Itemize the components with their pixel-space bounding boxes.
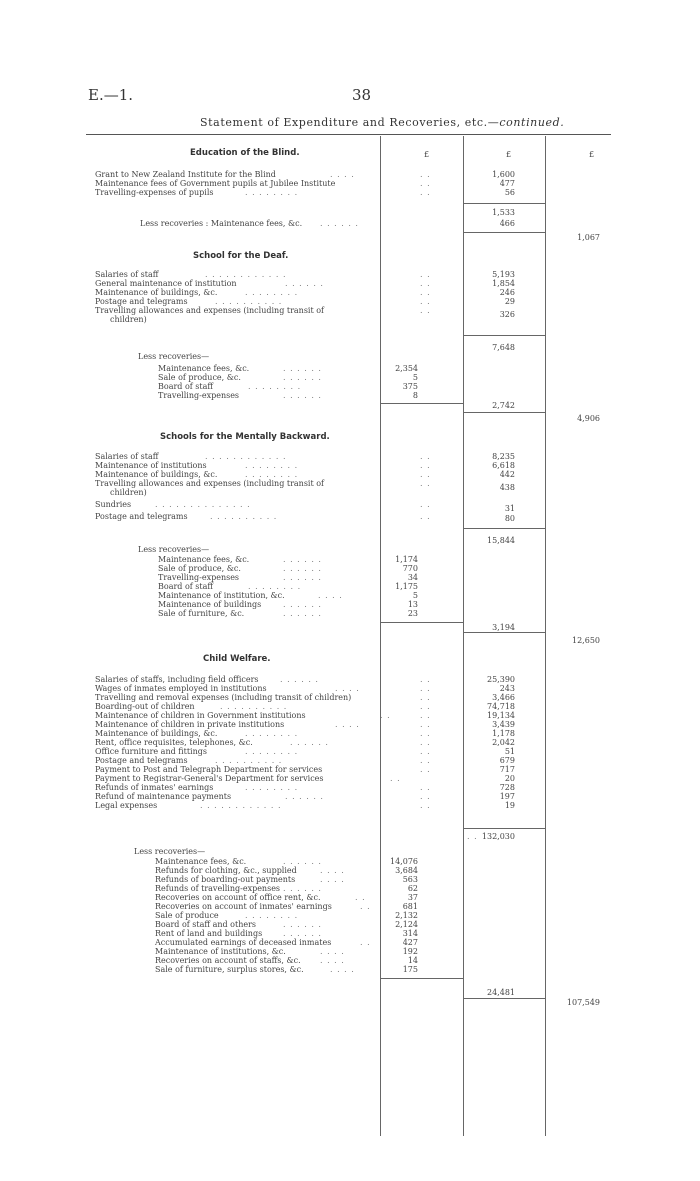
amount-cell: 6,618 — [492, 461, 515, 470]
row-label: Recoveries on account of staffs, &c. — [155, 956, 301, 965]
leader-dots: . . . . . . — [283, 929, 322, 938]
leader-dots: . . . . . . . . — [245, 470, 299, 479]
amount-cell: 326 — [499, 310, 515, 319]
recovery-amount-cell: 13 — [407, 600, 418, 609]
recoveries-total-cell: 3,194 — [492, 623, 515, 632]
leader-dots: . . — [420, 792, 431, 801]
row-label: Maintenance of buildings, &c. — [95, 729, 218, 738]
recovery-amount-cell: 1,175 — [395, 582, 418, 591]
amount-cell: 3,466 — [492, 693, 515, 702]
row-label: Postage and telegrams — [95, 756, 188, 765]
section-title-deaf: School for the Deaf. — [193, 251, 289, 261]
recoveries-total-cell: 24,481 — [487, 988, 515, 997]
row-label: Maintenance of institution, &c. — [158, 591, 285, 600]
subtotal-rule — [463, 528, 545, 529]
row-label: Maintenance fees of Government pupils at Jubilee Institute — [95, 179, 336, 188]
leader-dots: . . . . . . — [283, 600, 322, 609]
leader-dots: . . — [420, 279, 431, 288]
recovery-amount-cell: 175 — [402, 965, 418, 974]
amount-cell: 29 — [504, 297, 515, 306]
row-label: Refunds of boarding-out payments — [155, 875, 296, 884]
leader-dots: . . . . — [320, 956, 345, 965]
row-label: Refund of maintenance payments — [95, 792, 232, 801]
recovery-amount-cell: 23 — [407, 609, 418, 618]
document-code: E.—1. — [88, 86, 134, 104]
pound-sign-col1: £ — [424, 150, 430, 159]
leader-dots: . . . . . . . . . . . . — [200, 801, 282, 810]
leader-dots: . . — [420, 188, 431, 197]
row-label: Payment to Registrar-General's Department for services — [95, 774, 324, 783]
section-title-blind: Education of the Blind. — [190, 148, 300, 158]
recovery-amount-cell: 5 — [412, 373, 418, 382]
less-recoveries-heading — [134, 847, 205, 856]
leader-dots: . . — [420, 270, 431, 279]
recovery-amount-cell: 192 — [402, 947, 418, 956]
row-label: Board of staff — [158, 582, 214, 591]
leader-dots: . . . . . . — [283, 857, 322, 866]
amount-cell: 717 — [499, 765, 515, 774]
leader-dots: . . — [355, 893, 366, 902]
row-label: Payment to Post and Telegraph Department for services — [95, 765, 323, 774]
row-label: Refunds of inmates' earnings — [95, 783, 214, 792]
recovery-amount-cell: 3,684 — [395, 866, 418, 875]
leader-dots: . . — [420, 693, 431, 702]
net-total-cell: 4,906 — [577, 414, 600, 423]
section-rule — [463, 232, 545, 233]
leader-dots: . . — [360, 938, 371, 947]
leader-dots: . . . . . . . . — [245, 461, 299, 470]
leader-dots: . . — [420, 288, 431, 297]
leader-dots: . . — [467, 832, 478, 841]
row-label: children) — [110, 315, 147, 324]
leader-dots: . . . . . . . . — [245, 288, 299, 297]
row-label: Board of staff — [158, 382, 214, 391]
leader-dots: . . — [420, 783, 431, 792]
leader-dots: . . . . — [335, 684, 360, 693]
row-label: Boarding-out of children — [95, 702, 195, 711]
subtotal-rule — [463, 335, 545, 336]
leader-dots: . . — [420, 711, 431, 720]
recovery-amount-cell: 8 — [412, 391, 418, 400]
row-label: Accumulated earnings of deceased inmates — [155, 938, 332, 947]
leader-dots: . . . . — [320, 875, 345, 884]
leader-dots: . . . . — [320, 947, 345, 956]
row-label: Less recoveries— — [138, 352, 210, 361]
leader-dots: . . — [420, 479, 431, 488]
title-main: Statement of Expenditure and Recoveries, etc.— — [200, 116, 500, 129]
recovery-amount-cell: 770 — [402, 564, 418, 573]
leader-dots: . . . . . . . . — [245, 911, 299, 920]
leader-dots: . . . . . . — [283, 555, 322, 564]
subtotal-rule — [463, 203, 545, 204]
leader-dots: . . — [420, 297, 431, 306]
leader-dots: . . . . . . . . — [245, 188, 299, 197]
subtotal-cell: 7,648 — [492, 343, 515, 352]
amount-cell: 728 — [499, 783, 515, 792]
leader-dots: . . — [380, 711, 391, 720]
row-label: Sale of produce, &c. — [158, 564, 241, 573]
pound-sign-col3: £ — [589, 150, 595, 159]
leader-dots: . . . . . . — [283, 884, 322, 893]
column-divider-1 — [380, 136, 381, 1136]
leader-dots: . . . . . . . . . . . . — [205, 452, 287, 461]
row-label: Recoveries on account of inmates' earnings — [155, 902, 332, 911]
leader-dots: . . — [420, 170, 431, 179]
leader-dots: . . . . . . — [283, 373, 322, 382]
recovery-amount-cell: 37 — [407, 893, 418, 902]
leader-dots: . . . . — [335, 720, 360, 729]
amount-cell: 477 — [499, 179, 515, 188]
amount-cell: 1,178 — [492, 729, 515, 738]
recovery-amount-cell: 2,124 — [395, 920, 418, 929]
leader-dots: . . — [360, 902, 371, 911]
row-label: Travelling allowances and expenses (including transit of — [95, 479, 325, 488]
row-label: Maintenance of buildings — [158, 600, 262, 609]
leader-dots: . . . . . . — [283, 920, 322, 929]
amount-cell: 5,193 — [492, 270, 515, 279]
row-label: Sale of produce — [155, 911, 219, 920]
leader-dots: . . . . . . — [283, 564, 322, 573]
row-label: Grant to New Zealand Institute for the Blind — [95, 170, 276, 179]
row-label: Salaries of staff — [95, 452, 159, 461]
leader-dots: . . — [420, 720, 431, 729]
less-recoveries-heading — [138, 545, 209, 554]
row-label: Recoveries on account of office rent, &c. — [155, 893, 321, 902]
amount-cell: 74,718 — [487, 702, 515, 711]
recoveries-rule — [380, 978, 463, 979]
leader-dots: . . . . . . — [320, 219, 359, 228]
leader-dots: . . — [420, 765, 431, 774]
leader-dots: . . . . . . . . — [245, 729, 299, 738]
leader-dots: . . — [420, 801, 431, 810]
subtotal-rule — [463, 828, 545, 829]
row-label: Travelling allowances and expenses (including transit of — [95, 306, 325, 315]
page-title — [200, 116, 564, 129]
row-label: Maintenance of buildings, &c. — [95, 470, 218, 479]
recovery-amount-cell: 314 — [402, 929, 418, 938]
row-label: Maintenance of children in Government institutions — [95, 711, 306, 720]
leader-dots: . . . . — [330, 965, 355, 974]
leader-dots: . . . . . . — [285, 279, 324, 288]
recovery-amount-cell: 2,354 — [395, 364, 418, 373]
row-label: Sale of furniture, &c. — [158, 609, 245, 618]
leader-dots: . . . . . . . . — [248, 582, 302, 591]
leader-dots: . . . . — [318, 591, 343, 600]
net-total-cell: 1,067 — [577, 233, 600, 242]
amount-cell: 20 — [504, 774, 515, 783]
amount-cell: 243 — [499, 684, 515, 693]
row-label: General maintenance of institution — [95, 279, 237, 288]
leader-dots: . . — [420, 461, 431, 470]
amount-cell: 438 — [499, 483, 515, 492]
amount-cell: 197 — [499, 792, 515, 801]
row-label: Maintenance of children in private institutions — [95, 720, 285, 729]
subtotal-cell: 132,030 — [481, 832, 515, 841]
amount-cell: 80 — [504, 514, 515, 523]
row-label: Travelling-expenses — [158, 573, 240, 582]
leader-dots: . . . . . . . . . . . . — [205, 270, 287, 279]
amount-cell: 8,235 — [492, 452, 515, 461]
row-label: Sale of produce, &c. — [158, 373, 241, 382]
leader-dots: . . — [420, 306, 431, 315]
amount-cell: 56 — [504, 188, 515, 197]
amount-cell: 19 — [504, 801, 515, 810]
row-label: Wages of inmates employed in institutions — [95, 684, 267, 693]
recovery-amount-cell: 34 — [407, 573, 418, 582]
leader-dots: . . . . . . . . — [245, 747, 299, 756]
row-label: Less recoveries— — [138, 545, 210, 554]
leader-dots: . . . . . . . . . . — [215, 297, 283, 306]
row-label: Maintenance of institutions, &c. — [155, 947, 286, 956]
leader-dots: . . . . . . . . . . — [210, 512, 278, 521]
row-label: Refunds of travelling-expenses — [155, 884, 281, 893]
less-recoveries-heading — [138, 352, 209, 361]
leader-dots: . . — [420, 452, 431, 461]
leader-dots: . . . . . . — [290, 738, 329, 747]
leader-dots: . . . . — [330, 170, 355, 179]
leader-dots: . . — [420, 500, 431, 509]
recovery-amount-cell: 14 — [407, 956, 418, 965]
recovery-amount-cell: 681 — [402, 902, 418, 911]
row-label: Legal expenses — [95, 801, 158, 810]
amount-cell: 1,854 — [492, 279, 515, 288]
leader-dots: . . — [420, 729, 431, 738]
leader-dots: . . . . . . — [280, 675, 319, 684]
section-title-child-welfare: Child Welfare. — [203, 654, 271, 664]
recovery-amount-cell: 563 — [402, 875, 418, 884]
recovery-amount-cell: 427 — [402, 938, 418, 947]
net-total-cell: 12,650 — [572, 636, 600, 645]
amount-cell: 679 — [499, 756, 515, 765]
amount-cell: 51 — [504, 747, 515, 756]
leader-dots: . . — [420, 747, 431, 756]
row-label: Sale of furniture, surplus stores, &c. — [155, 965, 304, 974]
subtotal-cell: 15,844 — [487, 536, 515, 545]
row-label: Maintenance fees, &c. — [158, 364, 250, 373]
amount-cell: 246 — [499, 288, 515, 297]
amount-cell: 19,134 — [487, 711, 515, 720]
recoveries-total-cell: 2,742 — [492, 401, 515, 410]
section-rule — [463, 998, 545, 999]
amount-cell: 25,390 — [487, 675, 515, 684]
row-label: Travelling and removal expenses (including transit of children) — [95, 693, 352, 702]
leader-dots: . . — [420, 756, 431, 765]
row-label: Less recoveries : Maintenance fees, &c. — [140, 219, 303, 228]
amount-cell: 1,600 — [492, 170, 515, 179]
recovery-amount-cell: 1,174 — [395, 555, 418, 564]
leader-dots: . . — [420, 738, 431, 747]
top-rule — [86, 134, 611, 135]
row-label: Board of staff and others — [155, 920, 257, 929]
recovery-amount-cell: 2,132 — [395, 911, 418, 920]
leader-dots: . . — [420, 470, 431, 479]
leader-dots: . . . . . . — [283, 364, 322, 373]
recovery-amount-cell: 62 — [407, 884, 418, 893]
leader-dots: . . . . . . . . . . — [220, 702, 288, 711]
pound-sign-col2: £ — [506, 150, 512, 159]
leader-dots: . . — [420, 512, 431, 521]
leader-dots: . . . . . . — [283, 391, 322, 400]
row-label: Sundries — [95, 500, 132, 509]
row-label: Maintenance of institutions — [95, 461, 207, 470]
row-label: Refunds for clothing, &c., supplied — [155, 866, 297, 875]
amount-cell: 31 — [504, 504, 515, 513]
section-rule — [463, 412, 545, 413]
row-label: Maintenance of buildings, &c. — [95, 288, 218, 297]
leader-dots: . . . . . . — [283, 573, 322, 582]
amount-cell: 466 — [499, 219, 515, 228]
leader-dots: . . — [420, 702, 431, 711]
row-label: children) — [110, 488, 147, 497]
leader-dots: . . . . . . . . — [245, 783, 299, 792]
recovery-amount-cell: 375 — [402, 382, 418, 391]
recovery-amount-cell: 5 — [412, 591, 418, 600]
leader-dots: . . . . . . . . . . — [215, 756, 283, 765]
leader-dots: . . . . . . . . — [248, 382, 302, 391]
leader-dots: . . . . — [320, 866, 345, 875]
row-label: Less recoveries— — [134, 847, 206, 856]
row-label: Salaries of staffs, including field officers — [95, 675, 259, 684]
section-rule — [463, 632, 545, 633]
row-label: Travelling-expenses — [158, 391, 240, 400]
row-label: Postage and telegrams — [95, 512, 188, 521]
row-label: Office furniture and fittings — [95, 747, 207, 756]
row-label: Salaries of staff — [95, 270, 159, 279]
subtotal-cell: 1,533 — [492, 208, 515, 217]
page-number: 38 — [352, 86, 372, 104]
recovery-amount-cell: 14,076 — [390, 857, 418, 866]
title-continued: continued. — [499, 116, 565, 129]
row-label: Travelling-expenses of pupils — [95, 188, 214, 197]
amount-cell: 2,042 — [492, 738, 515, 747]
leader-dots: . . . . . . — [283, 609, 322, 618]
row-label: Maintenance fees, &c. — [155, 857, 247, 866]
leader-dots: . . — [420, 179, 431, 188]
section-title-backward: Schools for the Mentally Backward. — [160, 432, 330, 442]
row-label: Rent, office requisites, telephones, &c. — [95, 738, 253, 747]
leader-dots: . . . . . . — [285, 792, 324, 801]
amount-cell: 442 — [499, 470, 515, 479]
leader-dots: . . . . . . . . . . . . . . — [155, 500, 251, 509]
leader-dots: . . — [390, 774, 401, 783]
amount-cell: 3,439 — [492, 720, 515, 729]
leader-dots: . . — [420, 675, 431, 684]
row-label: Postage and telegrams — [95, 297, 188, 306]
row-label: Rent of land and buildings — [155, 929, 263, 938]
row-label: Maintenance fees, &c. — [158, 555, 250, 564]
net-total-cell: 107,549 — [566, 998, 600, 1007]
leader-dots: . . — [420, 684, 431, 693]
